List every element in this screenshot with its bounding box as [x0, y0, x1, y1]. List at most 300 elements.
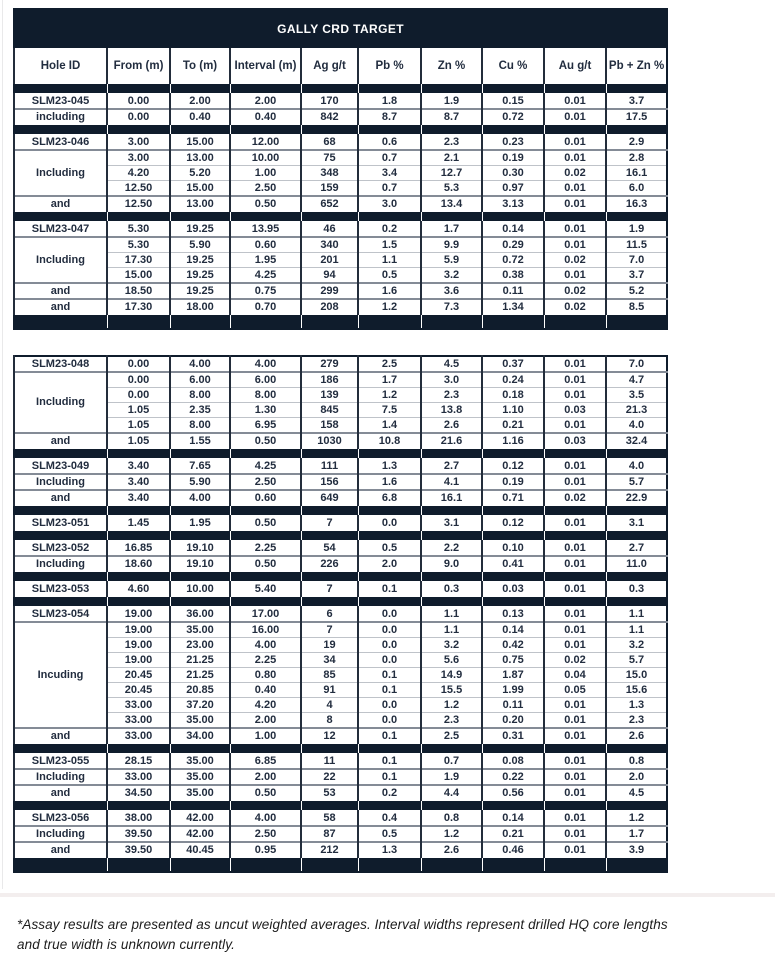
assay-value-cell: 39.50: [107, 842, 170, 858]
separator-cell: [230, 531, 301, 541]
separator-cell: [170, 531, 230, 541]
assay-value-cell: 1.7: [421, 222, 482, 238]
assay-value-cell: 0.7: [421, 754, 482, 770]
assay-value-cell: 0.97: [482, 181, 544, 197]
assay-value-cell: 0.0: [358, 607, 421, 623]
assay-value-cell: 4.20: [107, 166, 170, 181]
assay-value-cell: 13.00: [170, 150, 230, 166]
assay-value-cell: 2.25: [230, 541, 301, 557]
assay-value-cell: 0.14: [482, 222, 544, 238]
assay-value-cell: 0.38: [482, 268, 544, 284]
data-row: [14, 372, 667, 388]
data-row: [14, 683, 667, 698]
assay-value-cell: 0.01: [544, 516, 606, 531]
assay-value-cell: 0.14: [482, 622, 544, 638]
column-header-interval: Interval (m): [230, 48, 301, 84]
separator-cell: [14, 744, 107, 754]
section-separator: [14, 597, 667, 607]
row-label-cell: Including: [14, 237, 107, 283]
assay-value-cell: 8.00: [230, 388, 301, 403]
assay-value-cell: 0.03: [544, 403, 606, 418]
separator-cell: [544, 858, 606, 873]
assay-value-cell: 4.25: [230, 459, 301, 475]
assay-value-cell: 7.5: [358, 403, 421, 418]
assay-value-cell: 0.4: [358, 811, 421, 827]
page-bottom-strip: [0, 893, 775, 897]
assay-value-cell: 15.5: [421, 683, 482, 698]
assay-value-cell: 2.50: [230, 474, 301, 490]
assay-value-cell: 0.19: [482, 150, 544, 166]
row-label-cell: SLM23-049: [14, 459, 107, 475]
assay-value-cell: 4.25: [230, 268, 301, 284]
assay-value-cell: 0.60: [230, 490, 301, 506]
row-label-cell: and: [14, 433, 107, 449]
assay-value-cell: 0.19: [482, 474, 544, 490]
assay-value-cell: 0.02: [544, 490, 606, 506]
assay-value-cell: 68: [301, 135, 358, 151]
separator-cell: [170, 125, 230, 135]
assay-value-cell: 0.01: [544, 94, 606, 110]
separator-cell: [358, 315, 421, 330]
assay-value-cell: 5.6: [421, 653, 482, 668]
assay-value-cell: 1.1: [421, 607, 482, 623]
assay-value-cell: 28.15: [107, 754, 170, 770]
assay-value-cell: 0.50: [230, 556, 301, 572]
separator-cell: [170, 744, 230, 754]
separator-cell: [230, 744, 301, 754]
assay-value-cell: 0.24: [482, 372, 544, 388]
separator-cell: [107, 531, 170, 541]
assay-value-cell: 4.20: [230, 698, 301, 713]
separator-cell: [301, 449, 358, 459]
assay-value-cell: 0.21: [482, 418, 544, 434]
assay-value-cell: 0.1: [358, 683, 421, 698]
assay-value-cell: 3.1: [421, 516, 482, 531]
assay-value-cell: 0.7: [358, 150, 421, 166]
separator-cell: [301, 125, 358, 135]
assay-value-cell: 16.1: [606, 166, 667, 181]
assay-value-cell: 1.2: [421, 698, 482, 713]
separator-cell: [301, 84, 358, 94]
separator-cell: [170, 84, 230, 94]
assay-value-cell: 5.20: [170, 166, 230, 181]
assay-value-cell: 2.6: [421, 842, 482, 858]
assay-value-cell: 7.0: [606, 253, 667, 268]
data-row: [14, 181, 667, 197]
assay-value-cell: 170: [301, 94, 358, 110]
assay-value-cell: 7.65: [170, 459, 230, 475]
separator-cell: [301, 597, 358, 607]
assay-value-cell: 58: [301, 811, 358, 827]
separator-cell: [421, 212, 482, 222]
assay-value-cell: 10.00: [170, 582, 230, 597]
assay-value-cell: 5.90: [170, 237, 230, 253]
section-separator: [14, 125, 667, 135]
separator-cell: [544, 801, 606, 811]
separator-cell: [170, 858, 230, 873]
assay-value-cell: 21.6: [421, 433, 482, 449]
row-label-cell: Incuding: [14, 622, 107, 728]
assay-value-cell: 35.00: [170, 622, 230, 638]
assay-value-cell: 20.45: [107, 668, 170, 683]
data-row: [14, 166, 667, 181]
assay-value-cell: 0.01: [544, 541, 606, 557]
assay-value-cell: 42.00: [170, 826, 230, 842]
assay-value-cell: 0.10: [482, 541, 544, 557]
separator-cell: [107, 506, 170, 516]
row-label-cell: Including: [14, 474, 107, 490]
assay-value-cell: 0.72: [482, 109, 544, 125]
assay-value-cell: 5.3: [421, 181, 482, 197]
assay-value-cell: 91: [301, 683, 358, 698]
assay-value-cell: 21.25: [170, 668, 230, 683]
separator-cell: [107, 744, 170, 754]
assay-value-cell: 0.01: [544, 713, 606, 729]
assay-value-cell: 19.25: [170, 222, 230, 238]
assay-value-cell: 139: [301, 388, 358, 403]
assay-value-cell: 0.01: [544, 222, 606, 238]
separator-cell: [107, 801, 170, 811]
assay-value-cell: 40.45: [170, 842, 230, 858]
assay-value-cell: 0.60: [230, 237, 301, 253]
assay-value-cell: 0.12: [482, 516, 544, 531]
assay-value-cell: 0.02: [544, 166, 606, 181]
separator-cell: [482, 506, 544, 516]
data-row: [14, 237, 667, 253]
separator-cell: [544, 449, 606, 459]
assay-value-cell: 186: [301, 372, 358, 388]
separator-cell: [301, 315, 358, 330]
separator-cell: [170, 506, 230, 516]
section-separator: [14, 531, 667, 541]
assay-value-cell: 2.7: [606, 541, 667, 557]
separator-cell: [358, 84, 421, 94]
assay-value-cell: 94: [301, 268, 358, 284]
separator-cell: [544, 212, 606, 222]
separator-cell: [421, 449, 482, 459]
data-row: [14, 268, 667, 284]
assay-value-cell: 35.00: [170, 713, 230, 729]
data-row: [14, 769, 667, 785]
assay-value-cell: 5.7: [606, 474, 667, 490]
separator-cell: [606, 858, 667, 873]
assay-value-cell: 33.00: [107, 713, 170, 729]
assay-value-cell: 3.40: [107, 490, 170, 506]
assay-value-cell: 4.5: [606, 785, 667, 801]
data-row: [14, 222, 667, 238]
assay-value-cell: 17.30: [107, 299, 170, 315]
assay-value-cell: 37.20: [170, 698, 230, 713]
assay-value-cell: 1.05: [107, 433, 170, 449]
assay-value-cell: 0.50: [230, 196, 301, 212]
data-row: [14, 474, 667, 490]
assay-value-cell: 2.3: [421, 135, 482, 151]
assay-value-cell: 39.50: [107, 826, 170, 842]
separator-cell: [358, 125, 421, 135]
assay-value-cell: 0.21: [482, 826, 544, 842]
assay-value-cell: 3.13: [482, 196, 544, 212]
separator-cell: [170, 449, 230, 459]
assay-value-cell: 3.00: [107, 135, 170, 151]
data-row: [14, 622, 667, 638]
separator-cell: [170, 315, 230, 330]
assay-value-cell: 0.40: [230, 683, 301, 698]
assay-table-top: [13, 8, 668, 330]
assay-value-cell: 0.01: [544, 769, 606, 785]
data-row: [14, 418, 667, 434]
separator-cell: [482, 212, 544, 222]
assay-value-cell: 0.29: [482, 237, 544, 253]
assay-value-cell: 0.02: [544, 299, 606, 315]
assay-value-cell: 3.40: [107, 459, 170, 475]
assay-value-cell: 4.1: [421, 474, 482, 490]
data-row: [14, 356, 667, 372]
assay-value-cell: 0.01: [544, 474, 606, 490]
assay-value-cell: 1.2: [358, 388, 421, 403]
assay-value-cell: 0.01: [544, 556, 606, 572]
assay-value-cell: 16.1: [421, 490, 482, 506]
data-row: [14, 826, 667, 842]
row-label-cell: Including: [14, 372, 107, 433]
assay-value-cell: 2.8: [606, 150, 667, 166]
assay-value-cell: 1.3: [358, 842, 421, 858]
separator-cell: [421, 315, 482, 330]
assay-value-cell: 1.1: [358, 253, 421, 268]
assay-value-cell: 32.4: [606, 433, 667, 449]
assay-value-cell: 1.9: [421, 94, 482, 110]
data-row: [14, 607, 667, 623]
assay-value-cell: 20.45: [107, 683, 170, 698]
separator-cell: [482, 744, 544, 754]
assay-value-cell: 0.01: [544, 268, 606, 284]
assay-value-cell: 4.00: [230, 638, 301, 653]
assay-value-cell: 299: [301, 283, 358, 299]
assay-value-cell: 6: [301, 607, 358, 623]
assay-value-cell: 19.25: [170, 253, 230, 268]
assay-value-cell: 3.2: [606, 638, 667, 653]
separator-cell: [358, 449, 421, 459]
assay-value-cell: 4.00: [230, 356, 301, 372]
data-row: [14, 728, 667, 744]
assay-value-cell: 0.1: [358, 668, 421, 683]
assay-value-cell: 7: [301, 622, 358, 638]
column-header-zn: Zn %: [421, 48, 482, 84]
assay-value-cell: 0.14: [482, 811, 544, 827]
assay-value-cell: 1.2: [421, 826, 482, 842]
assay-value-cell: 0.0: [358, 516, 421, 531]
separator-cell: [606, 125, 667, 135]
assay-value-cell: 12.50: [107, 196, 170, 212]
assay-value-cell: 8.7: [421, 109, 482, 125]
assay-value-cell: 158: [301, 418, 358, 434]
assay-value-cell: 11: [301, 754, 358, 770]
assay-value-cell: 2.7: [421, 459, 482, 475]
assay-value-cell: 340: [301, 237, 358, 253]
assay-value-cell: 0.72: [482, 253, 544, 268]
assay-value-cell: 8: [301, 713, 358, 729]
separator-cell: [544, 315, 606, 330]
footnote-line-2: and true width is unknown currently.: [17, 937, 235, 953]
assay-value-cell: 0.30: [482, 166, 544, 181]
assay-value-cell: 3.1: [606, 516, 667, 531]
assay-value-cell: 0.1: [358, 728, 421, 744]
assay-value-cell: 2.5: [421, 728, 482, 744]
assay-value-cell: 53: [301, 785, 358, 801]
section-separator: [14, 858, 667, 873]
assay-value-cell: 15.0: [606, 668, 667, 683]
assay-value-cell: 0.37: [482, 356, 544, 372]
assay-value-cell: 75: [301, 150, 358, 166]
assay-value-cell: 0.0: [358, 622, 421, 638]
assay-value-cell: 42.00: [170, 811, 230, 827]
assay-value-cell: 11.0: [606, 556, 667, 572]
separator-cell: [606, 572, 667, 582]
assay-value-cell: 17.30: [107, 253, 170, 268]
assay-value-cell: 22: [301, 769, 358, 785]
assay-value-cell: 2.3: [606, 713, 667, 729]
assay-value-cell: 1.7: [358, 372, 421, 388]
separator-cell: [14, 84, 107, 94]
assay-value-cell: 33.00: [107, 698, 170, 713]
assay-value-cell: 10.00: [230, 150, 301, 166]
separator-cell: [301, 744, 358, 754]
assay-value-cell: 16.3: [606, 196, 667, 212]
assay-value-cell: 0.01: [544, 388, 606, 403]
assay-value-cell: 0.50: [230, 516, 301, 531]
assay-value-cell: 87: [301, 826, 358, 842]
assay-value-cell: 15.00: [107, 268, 170, 284]
assay-value-cell: 0.02: [544, 253, 606, 268]
assay-value-cell: 649: [301, 490, 358, 506]
data-row: [14, 135, 667, 151]
assay-value-cell: 8.00: [170, 418, 230, 434]
footnote-line-1: *Assay results are presented as uncut weighted averages. Interval widths represent drilled HQ core lengths: [17, 917, 668, 932]
assay-value-cell: 1.05: [107, 403, 170, 418]
assay-value-cell: 0.01: [544, 135, 606, 151]
separator-cell: [170, 801, 230, 811]
data-row: [14, 299, 667, 315]
title-row: [14, 9, 667, 48]
assay-value-cell: 0.20: [482, 713, 544, 729]
data-row: [14, 653, 667, 668]
assay-value-cell: 2.25: [230, 653, 301, 668]
assay-value-cell: 3.4: [358, 166, 421, 181]
separator-cell: [358, 506, 421, 516]
assay-value-cell: 33.00: [107, 728, 170, 744]
assay-value-cell: 0.8: [421, 811, 482, 827]
assay-value-cell: 0.18: [482, 388, 544, 403]
assay-value-cell: 1.34: [482, 299, 544, 315]
assay-value-cell: 0.80: [230, 668, 301, 683]
assay-value-cell: 34.00: [170, 728, 230, 744]
assay-value-cell: 0.41: [482, 556, 544, 572]
assay-value-cell: 0.1: [358, 769, 421, 785]
assay-value-cell: 33.00: [107, 769, 170, 785]
row-label-cell: and: [14, 842, 107, 858]
assay-value-cell: 23.00: [170, 638, 230, 653]
data-row: [14, 150, 667, 166]
separator-cell: [230, 315, 301, 330]
assay-value-cell: 17.00: [230, 607, 301, 623]
assay-value-cell: 6.0: [606, 181, 667, 197]
separator-cell: [301, 212, 358, 222]
assay-value-cell: 2.35: [170, 403, 230, 418]
assay-value-cell: 4.4: [421, 785, 482, 801]
row-label-cell: and: [14, 283, 107, 299]
assay-value-cell: 0.01: [544, 826, 606, 842]
separator-cell: [482, 572, 544, 582]
assay-value-cell: 2.0: [358, 556, 421, 572]
assay-table-bottom: [13, 355, 668, 873]
row-label-cell: Including: [14, 150, 107, 196]
separator-cell: [544, 506, 606, 516]
separator-cell: [544, 572, 606, 582]
assay-value-cell: 1.5: [358, 237, 421, 253]
assay-value-cell: 18.60: [107, 556, 170, 572]
separator-cell: [482, 449, 544, 459]
assay-value-cell: 16.85: [107, 541, 170, 557]
assay-value-cell: 3.5: [606, 388, 667, 403]
assay-value-cell: 11.5: [606, 237, 667, 253]
assay-value-cell: 1.7: [606, 826, 667, 842]
assay-value-cell: 0.0: [358, 698, 421, 713]
assay-value-cell: 0.00: [107, 372, 170, 388]
assay-value-cell: 7: [301, 516, 358, 531]
assay-value-cell: 0.2: [358, 222, 421, 238]
separator-cell: [230, 572, 301, 582]
separator-cell: [606, 801, 667, 811]
assay-value-cell: 9.0: [421, 556, 482, 572]
assay-value-cell: 0.01: [544, 842, 606, 858]
assay-value-cell: 13.95: [230, 222, 301, 238]
assay-value-cell: 0.01: [544, 811, 606, 827]
assay-value-cell: 12: [301, 728, 358, 744]
assay-value-cell: 10.8: [358, 433, 421, 449]
column-header-cu: Cu %: [482, 48, 544, 84]
assay-value-cell: 2.5: [358, 356, 421, 372]
assay-value-cell: 0.02: [544, 283, 606, 299]
assay-value-cell: 0.0: [358, 638, 421, 653]
assay-value-cell: 0.7: [358, 181, 421, 197]
separator-cell: [14, 858, 107, 873]
separator-cell: [358, 858, 421, 873]
data-row: [14, 109, 667, 125]
assay-value-cell: 19.25: [170, 268, 230, 284]
assay-value-cell: 5.30: [107, 237, 170, 253]
assay-value-cell: 6.00: [170, 372, 230, 388]
separator-cell: [230, 125, 301, 135]
assay-value-cell: 36.00: [170, 607, 230, 623]
assay-value-cell: 46: [301, 222, 358, 238]
assay-value-cell: 3.00: [107, 150, 170, 166]
data-row: [14, 785, 667, 801]
separator-cell: [107, 449, 170, 459]
separator-cell: [482, 531, 544, 541]
separator-cell: [482, 597, 544, 607]
assay-value-cell: 0.71: [482, 490, 544, 506]
data-row: [14, 433, 667, 449]
assay-value-cell: 5.40: [230, 582, 301, 597]
assay-value-cell: 0.01: [544, 607, 606, 623]
assay-value-cell: 7.3: [421, 299, 482, 315]
section-separator: [14, 801, 667, 811]
assay-value-cell: 3.9: [606, 842, 667, 858]
row-label-cell: SLM23-047: [14, 222, 107, 238]
assay-value-cell: 9.9: [421, 237, 482, 253]
section-separator: [14, 449, 667, 459]
separator-cell: [170, 572, 230, 582]
column-header-pb-zn: Pb + Zn %: [606, 48, 667, 84]
